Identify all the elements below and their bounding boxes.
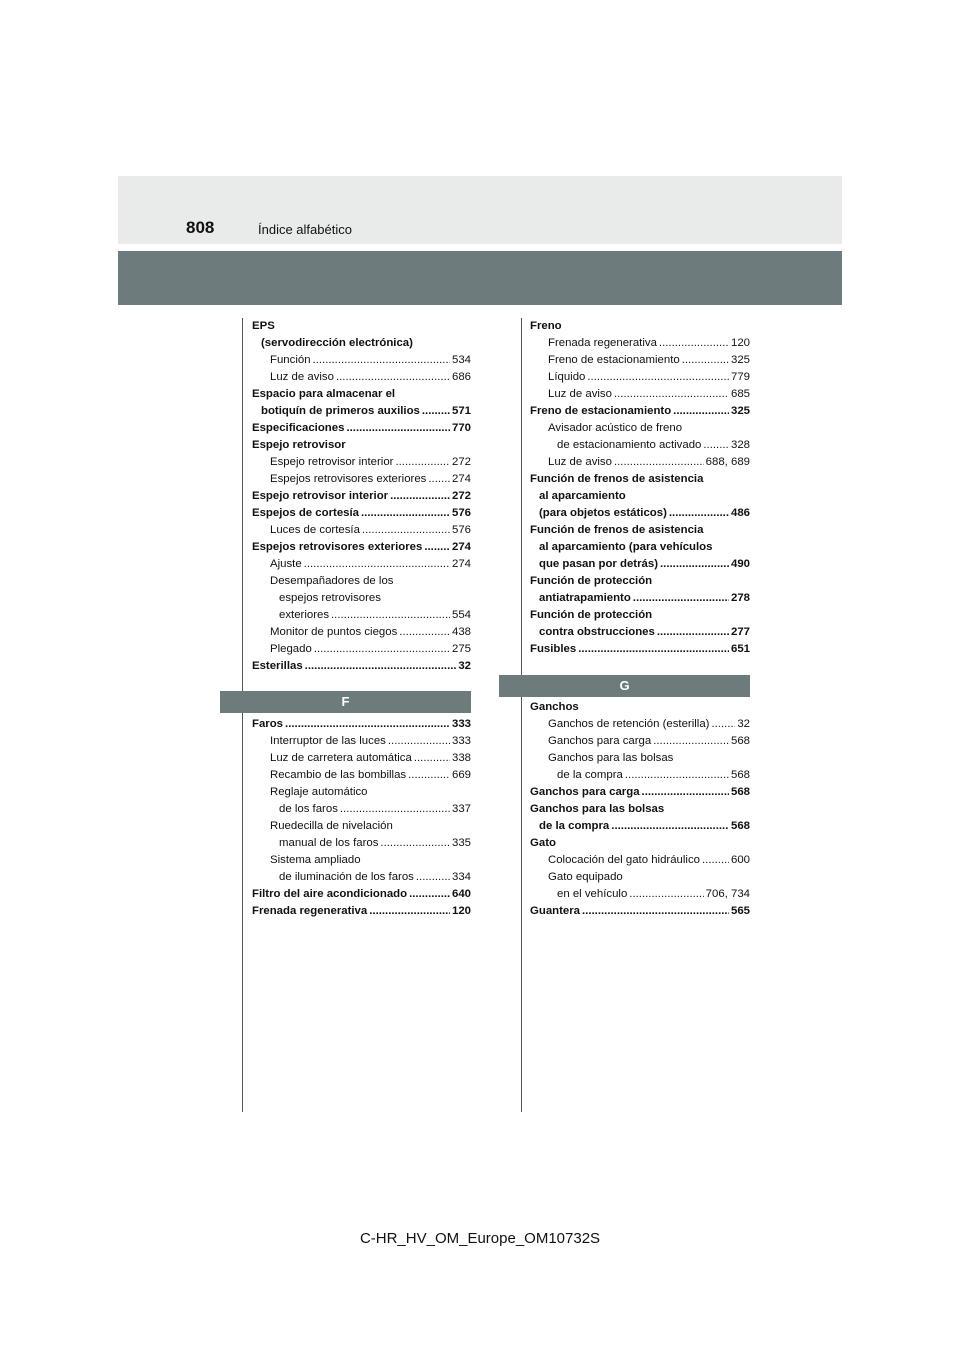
index-term: Guantera [530,905,581,917]
index-entry [252,437,471,454]
page-number: 808 [186,218,215,237]
index-entry [252,886,471,903]
index-term: Interruptor de las luces [270,735,386,747]
index-page-ref[interactable]: 651 [730,643,750,655]
index-term: Freno de estacionamiento [548,354,680,366]
index-page-ref[interactable]: 333 [451,735,471,747]
index-term: Ganchos para carga [548,735,652,747]
index-term: Monitor de puntos ciegos [270,626,398,638]
index-entry [530,624,750,641]
index-entry [530,573,750,590]
index-page-ref[interactable]: 576 [451,507,471,519]
index-page-ref[interactable]: 438 [451,626,471,638]
dot-leader [390,488,450,505]
dot-leader [340,801,450,818]
index-page-ref[interactable]: 338 [451,752,471,764]
index-entry [530,386,750,403]
index-term: Función de frenos de asistencia [530,473,704,485]
index-entry [252,641,471,658]
index-entry [252,784,471,801]
index-term: de los faros [279,803,338,815]
index-entry [530,733,750,750]
index-entry [530,522,750,539]
index-page-ref[interactable]: 274 [451,473,471,485]
index-term: Avisador acústico de freno [548,422,683,434]
dot-leader [659,335,729,352]
index-term: contra obstrucciones [539,626,655,638]
index-term: Luces de cortesía [270,524,360,536]
index-page-ref[interactable]: 686 [451,371,471,383]
index-entry [252,488,471,505]
dot-leader [587,369,729,386]
index-entry [252,556,471,573]
index-term: de la compra [557,769,623,781]
index-term: Ganchos [530,701,579,713]
doc-code: C-HR_HV_OM_Europe_OM10732S [359,1230,601,1247]
dot-leader [380,835,450,852]
index-term: Luz de aviso [548,388,612,400]
index-term: de iluminación de los faros [279,871,414,883]
index-term: Líquido [548,371,586,383]
index-entry [252,624,471,641]
index-term: (servodirección electrónica) [261,337,413,349]
index-page-ref[interactable]: 490 [730,558,750,570]
dot-leader [409,886,450,903]
index-page-ref[interactable]: 576 [451,524,471,536]
index-term: botiquín de primeros auxilios [261,405,420,417]
index-entry [530,539,750,556]
index-term: Freno de estacionamiento [530,405,672,417]
index-page-ref[interactable]: 337 [451,803,471,815]
dot-leader [414,750,450,767]
index-term: Ganchos de retención (esterilla) [548,718,710,730]
index-entry [252,539,471,556]
index-page-ref[interactable]: 272 [451,456,471,468]
dot-leader [702,852,729,869]
index-term: antiatrapamiento [539,592,631,604]
dot-leader [642,784,729,801]
index-term: Espejo retrovisor interior [252,490,389,502]
index-term: Función [270,354,311,366]
index-entry [530,369,750,386]
index-term: Función de protección [530,609,653,621]
index-entry [530,852,750,869]
index-term: Espejos retrovisores exteriores [252,541,423,553]
dot-leader [314,641,450,658]
index-page-ref[interactable]: 779 [730,371,750,383]
index-term: Frenada regenerativa [252,905,368,917]
index-entry [530,420,750,437]
section-title: Índice alfabético [258,222,352,237]
right-column-rule [521,318,522,1112]
index-term: Reglaje automático [270,786,368,798]
dot-leader [428,471,450,488]
index-entry [252,352,471,369]
index-term: manual de los faros [279,837,379,849]
index-term: Luz de aviso [548,456,612,468]
index-term: Ajuste [270,558,302,570]
index-entry [530,318,750,335]
index-page-ref[interactable]: 335 [451,837,471,849]
dot-leader [305,658,457,675]
dot-leader [336,369,450,386]
index-entry [530,750,750,767]
index-entry [252,658,471,675]
index-term: Gato [530,837,556,849]
index-term: al aparcamiento [539,490,626,502]
header-bar [118,251,842,305]
index-entry [530,818,750,835]
index-page-ref[interactable]: 120 [451,905,471,917]
index-entry [530,488,750,505]
index-entry [530,505,750,522]
index-entry [252,420,471,437]
index-entry [252,318,471,335]
index-page-ref[interactable]: 706, 734 [705,888,750,900]
index-entry [252,801,471,818]
dot-leader [416,869,450,886]
dot-leader [669,505,729,522]
left-column-rule [242,318,243,1112]
index-page-ref[interactable]: 568 [730,735,750,747]
index-term: (para objetos estáticos) [539,507,667,519]
dot-leader [313,352,450,369]
dot-leader [582,903,729,920]
index-term: Freno [530,320,562,332]
index-term: de estacionamiento activado [557,439,702,451]
index-term: Esterillas [252,660,303,672]
index-page-ref[interactable]: 486 [730,507,750,519]
index-page-ref[interactable]: 685 [730,388,750,400]
dot-leader [395,454,450,471]
index-term: Ganchos para las bolsas [530,803,665,815]
index-term: Desempañadores de los [270,575,394,587]
index-entry [530,335,750,352]
index-page-ref[interactable]: 32 [458,660,471,672]
dot-leader [331,607,450,624]
left-index-list-f [252,716,471,920]
dot-leader [703,437,729,454]
index-entry [530,471,750,488]
index-page-ref[interactable]: 534 [451,354,471,366]
index-entry [252,818,471,835]
dot-leader [633,590,729,607]
index-page-ref[interactable]: 600 [730,854,750,866]
index-entry [252,835,471,852]
dot-leader [625,767,729,784]
dot-leader [660,556,729,573]
index-term: Ganchos para carga [530,786,640,798]
index-entry [530,590,750,607]
index-page-ref[interactable]: 325 [730,405,750,417]
index-term: Espejos retrovisores exteriores [270,473,427,485]
index-term: Gato equipado [548,871,623,883]
index-page-ref[interactable]: 275 [451,643,471,655]
index-entry [252,335,471,352]
index-entry [252,471,471,488]
index-page-ref[interactable]: 568 [730,786,750,798]
dot-leader [673,403,729,420]
right-index-list [530,318,750,658]
index-entry [530,699,750,716]
dot-leader [285,716,450,733]
index-page-ref[interactable]: 554 [451,609,471,621]
index-page-ref[interactable]: 568 [730,820,750,832]
index-entry [530,607,750,624]
index-page-ref[interactable]: 278 [730,592,750,604]
index-term: Filtro del aire acondicionado [252,888,408,900]
index-entry [530,716,750,733]
index-page-ref[interactable]: 277 [730,626,750,638]
index-entry [252,369,471,386]
index-entry [252,403,471,420]
dot-leader [408,767,450,784]
index-term: al aparcamiento (para vehículos [539,541,713,553]
dot-leader [614,386,729,403]
index-entry [252,607,471,624]
index-entry [252,852,471,869]
index-page-ref[interactable]: 120 [730,337,750,349]
index-term: en el vehículo [557,888,628,900]
index-entry [252,767,471,784]
index-entry [530,886,750,903]
index-entry [530,835,750,852]
index-entry [530,403,750,420]
index-page-ref[interactable]: 274 [451,558,471,570]
index-entry [530,801,750,818]
index-term: espejos retrovisores [279,592,381,604]
index-term: Función de protección [530,575,653,587]
index-entry [252,505,471,522]
index-entry [252,522,471,539]
index-entry [252,750,471,767]
index-term: Faros [252,718,284,730]
index-entry [530,767,750,784]
index-page-ref[interactable]: 688, 689 [705,456,750,468]
index-term: Frenada regenerativa [548,337,657,349]
index-term: exteriores [279,609,330,621]
dot-leader [614,454,704,471]
index-entry [530,641,750,658]
index-page-ref[interactable]: 328 [730,439,750,451]
index-term: EPS [252,320,275,332]
index-entry [530,784,750,801]
index-entry [530,437,750,454]
index-entry [252,869,471,886]
index-entry [252,903,471,920]
dot-leader [578,641,729,658]
dot-leader [361,505,450,522]
index-page-ref[interactable]: 274 [451,541,471,553]
index-page-ref[interactable]: 325 [730,354,750,366]
right-index-list-g [530,699,750,920]
index-term: Luz de aviso [270,371,334,383]
dot-leader [304,556,450,573]
dot-leader [611,818,729,835]
index-term: Luz de carretera automática [270,752,412,764]
dot-leader [346,420,450,437]
index-page-ref[interactable]: 568 [730,769,750,781]
index-term: Sistema ampliado [270,854,361,866]
left-index-list [252,318,471,675]
index-entry [252,733,471,750]
index-term: Plegado [270,643,312,655]
dot-leader [388,733,450,750]
index-entry [252,573,471,590]
index-entry [530,869,750,886]
dot-leader [399,624,450,641]
dot-leader [711,716,735,733]
index-entry [252,386,471,403]
dot-leader [422,403,450,420]
index-term: Especificaciones [252,422,345,434]
index-entry [530,903,750,920]
index-page-ref[interactable]: 770 [451,422,471,434]
index-term: que pasan por detrás) [539,558,658,570]
index-page-ref[interactable]: 565 [730,905,750,917]
index-term: Espacio para almacenar el [252,388,396,400]
letter-heading-f: F [220,691,471,713]
index-entry [530,556,750,573]
index-entry [252,454,471,471]
index-entry [252,590,471,607]
index-term: Espejo retrovisor [252,439,346,451]
dot-leader [369,903,450,920]
index-entry [530,454,750,471]
index-term: Espejos de cortesía [252,507,359,519]
dot-leader [629,886,703,903]
index-entry [530,352,750,369]
index-page-ref[interactable]: 640 [451,888,471,900]
dot-leader [657,624,729,641]
index-term: Función de frenos de asistencia [530,524,704,536]
index-page-ref[interactable]: 32 [737,718,750,730]
dot-leader [682,352,729,369]
index-page-ref[interactable]: 669 [451,769,471,781]
header-band [118,176,842,244]
letter-heading-g: G [499,675,750,697]
index-term: Fusibles [530,643,577,655]
dot-leader [653,733,729,750]
index-term: de la compra [539,820,610,832]
index-page-ref[interactable]: 272 [451,490,471,502]
index-page-ref[interactable]: 333 [451,718,471,730]
index-term: Espejo retrovisor interior [270,456,394,468]
index-page-ref[interactable]: 334 [451,871,471,883]
index-term: Colocación del gato hidráulico [548,854,700,866]
index-entry [252,716,471,733]
index-term: Ruedecilla de nivelación [270,820,393,832]
dot-leader [362,522,450,539]
index-page-ref[interactable]: 571 [451,405,471,417]
index-term: Recambio de las bombillas [270,769,407,781]
index-term: Ganchos para las bolsas [548,752,674,764]
dot-leader [424,539,450,556]
